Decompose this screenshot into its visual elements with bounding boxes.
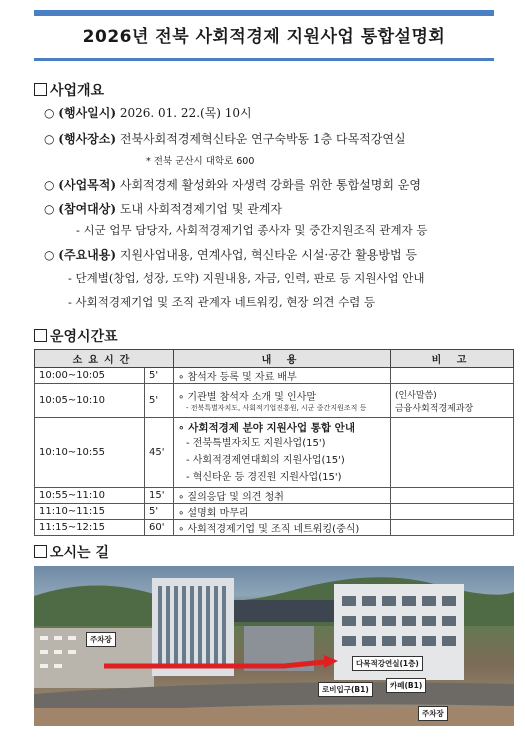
row-note: [390, 504, 513, 520]
purpose-value: 사회적경제 활성화와 자생력 강화를 위한 통합설명회 운영: [119, 178, 421, 192]
row-time: 10:55~11:10: [35, 488, 145, 504]
row-content-sub: - 사회적경제연대회의 지원사업(15'): [185, 454, 345, 466]
row-duration: 5': [144, 368, 173, 384]
row-note: [390, 520, 513, 536]
row-duration: 60': [144, 520, 173, 536]
section-overview-label: 사업개요: [50, 83, 105, 99]
title-bottom-rule: [34, 58, 494, 61]
row-content: ∘ 질의응답 및 의견 청취: [173, 488, 390, 504]
table-row: [35, 384, 514, 418]
content-value: 지원사업내용, 연계사업, 혁신타운 시설·공간 활용방법 등: [119, 248, 417, 262]
section-directions-label: 오시는 길: [50, 545, 109, 561]
col-note-header: 비 고: [390, 350, 513, 368]
overview-content: [44, 246, 417, 263]
page-title: 2026년 전북 사회적경제 지원사업 통합설명회: [82, 27, 446, 47]
label-lobby-entrance: 로비입구(B1): [318, 682, 373, 697]
row-duration: 5': [144, 504, 173, 520]
row-note: [390, 418, 513, 488]
place-value: 전북사회적경제혁신타운 연구숙박동 1층 다목적강연실: [119, 132, 406, 146]
title-top-bar: [34, 10, 494, 16]
table-row: [35, 488, 514, 504]
row-content-sub: - 전북특별자치도, 사회적기업진흥원, 시군 중간지원조직 등: [185, 404, 367, 412]
table-row: [35, 520, 514, 536]
content-sub-2: - 사회적경제기업 및 조직 관계자 네트워킹, 현장 의견 수렴 등: [68, 295, 376, 309]
schedule-header-row: [35, 350, 514, 368]
col-content-header: 내 용: [173, 350, 390, 368]
place-note: * 전북 군산시 대학로 600: [146, 156, 255, 167]
row-content: ∘ 사회적경제기업 및 조직 네트워킹(중식): [173, 520, 390, 536]
place-label: (행사장소): [58, 132, 117, 146]
target-value: 도내 사회적경제기업 및 관계자: [119, 202, 282, 216]
overview-purpose: [44, 176, 421, 193]
row-note: [390, 488, 513, 504]
table-row: [35, 504, 514, 520]
target-sub: - 시군 업무 담당자, 사회적경제기업 종사자 및 중간지원조직 관계자 등: [76, 223, 428, 237]
section-overview-heading: [34, 80, 104, 100]
col-time-header: 소요시간: [35, 350, 174, 368]
overview-place: [44, 130, 406, 147]
row-note: [390, 384, 513, 418]
row-content: ∘ 설명회 마무리: [173, 504, 390, 520]
location-photo: [34, 566, 514, 726]
row-note: [390, 368, 513, 384]
schedule-table: [34, 349, 514, 536]
row-time: 10:10~10:55: [35, 418, 145, 488]
date-label: (행사일시): [58, 106, 117, 120]
row-content: [173, 418, 390, 488]
checkbox-square-icon: [34, 545, 47, 558]
section-schedule-label: 운영시간표: [50, 329, 118, 345]
row-note-line-1: (인사말씀): [394, 390, 437, 401]
row-time: 11:15~12:15: [35, 520, 145, 536]
table-row: [35, 418, 514, 488]
label-parking-2: 주차장: [418, 706, 448, 721]
label-multipurpose-hall: 다목적강연실(1층): [352, 656, 423, 671]
purpose-label: (사업목적): [58, 178, 117, 192]
circle-bullet-icon: ○: [44, 248, 59, 262]
circle-bullet-icon: ○: [44, 202, 59, 216]
circle-bullet-icon: ○: [44, 132, 59, 146]
date-value: 2026. 01. 22.(목) 10시: [119, 106, 252, 120]
row-content-sub: - 혁신타운 등 경진원 지원사업(15'): [185, 471, 342, 483]
row-content-main: ∘ 기관별 참석자 소개 및 인사말: [177, 392, 317, 403]
row-duration: 15': [144, 488, 173, 504]
row-content-main: ∘ 사회적경제 분야 지원사업 통합 안내: [177, 421, 355, 434]
row-content: ∘ 참석자 등록 및 자료 배부: [173, 368, 390, 384]
circle-bullet-icon: ○: [44, 106, 59, 120]
checkbox-square-icon: [34, 329, 47, 342]
content-label: (주요내용): [58, 248, 117, 262]
section-schedule-heading: [34, 326, 118, 346]
overview-target: [44, 200, 282, 217]
row-time: 11:10~11:15: [35, 504, 145, 520]
row-time: 10:00~10:05: [35, 368, 145, 384]
row-note-line-2: 금융사회적경제과장: [394, 403, 474, 414]
content-sub-1: - 단계별(창업, 성장, 도약) 지원내용, 자금, 인력, 판로 등 지원사업 안내: [68, 271, 425, 285]
row-duration: 5': [144, 384, 173, 418]
label-parking-1: 주차장: [86, 632, 116, 647]
row-content: [173, 384, 390, 418]
target-label: (참여대상): [58, 202, 117, 216]
label-cafe: 카페(B1): [386, 678, 426, 693]
row-time: 10:05~10:10: [35, 384, 145, 418]
row-duration: 45': [144, 418, 173, 488]
circle-bullet-icon: ○: [44, 178, 59, 192]
checkbox-square-icon: [34, 83, 47, 96]
section-directions-heading: [34, 542, 109, 562]
overview-date: [44, 104, 252, 121]
row-content-sub: - 전북특별자치도 지원사업(15'): [185, 437, 326, 449]
table-row: [35, 368, 514, 384]
